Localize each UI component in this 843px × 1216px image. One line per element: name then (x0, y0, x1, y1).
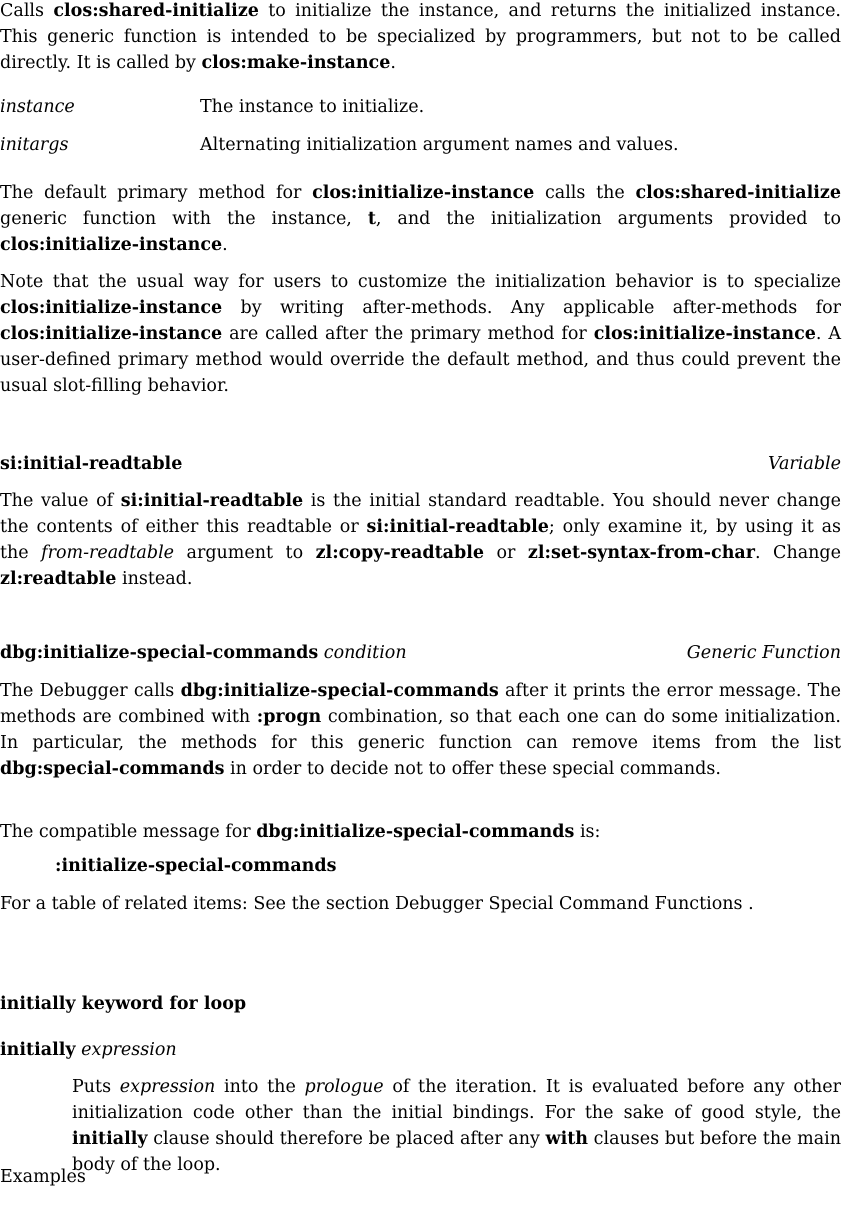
argument-description: The instance to initialize. (200, 97, 425, 117)
syntax-line: initially expression (0, 1040, 177, 1060)
argument-name: instance (0, 97, 75, 117)
argument-row (0, 132, 679, 158)
related-items-paragraph: For a table of related items: See the section Debugger Special Command Functions . (0, 894, 754, 914)
intro-paragraph: Calls clos:shared-initialize to initialize the instance, and returns the initialized instance. This generic function is intended to be specialized by programmers, but not to be called directly. It is called by clos:make-instance. (0, 1, 841, 73)
dbg-paragraph: The Debugger calls dbg:initialize-special-commands after it prints the error message. The methods are combined with :progn combination, so that each one can do some initialization. In particular, the methods for this generic function can remove items from the list dbg:special-commands in order to decide not to offer these special commands. (0, 681, 841, 779)
argument-name: initargs (0, 135, 69, 155)
section-title: initially keyword for loop (0, 994, 247, 1014)
compatible-message-paragraph: The compatible message for dbg:initialize-special-commands is: (0, 822, 601, 842)
entry-heading-readtable (0, 451, 841, 477)
entry-heading-dbg (0, 640, 841, 666)
entry-kind: Variable (767, 454, 841, 474)
entry-name: si:initial-readtable (0, 454, 183, 474)
compatible-message: :initialize-special-commands (55, 856, 337, 876)
argument-description: Alternating initialization argument names and values. (200, 135, 679, 155)
argument-row (0, 94, 424, 120)
entry-argument: condition (323, 643, 407, 663)
note-paragraph: Note that the usual way for users to customize the initialization behavior is to specialize clos:initialize-instance by writing after-methods. Any applicable after-methods for clos:initialize-instance are called after the primary method for clos:initialize-instance. A user-defined primary method would override the default method, and thus could prevent the usual slot-filling behavior. (0, 272, 841, 396)
symbol-link: clos:make-instance (201, 53, 391, 73)
entry-kind: Generic Function (686, 643, 841, 663)
default-method-paragraph: The default primary method for clos:initialize-instance calls the clos:shared-initialize generic function with the instance, t, and the initialization arguments provided to clos:initialize-instance. (0, 183, 841, 255)
entry-name: dbg:initialize-special-commands (0, 643, 319, 663)
examples-heading: Examples (0, 1167, 86, 1187)
symbol-link: clos:shared-initialize (53, 1, 259, 21)
readtable-paragraph: The value of si:initial-readtable is the initial standard readtable. You should never change the contents of either this readtable or si:initial-readtable; only examine it, by using it as the from-readtable argument to zl:copy-readtable or zl:set-syntax-from-char. Change zl:readtable instead. (0, 491, 842, 589)
loop-description: Puts expression into the prologue of the iteration. It is evaluated before any other initialization code other than the initial bindings. For the sake of good style, the initially clause should therefore be placed after any with clauses but before the main body of the loop. (72, 1077, 841, 1175)
